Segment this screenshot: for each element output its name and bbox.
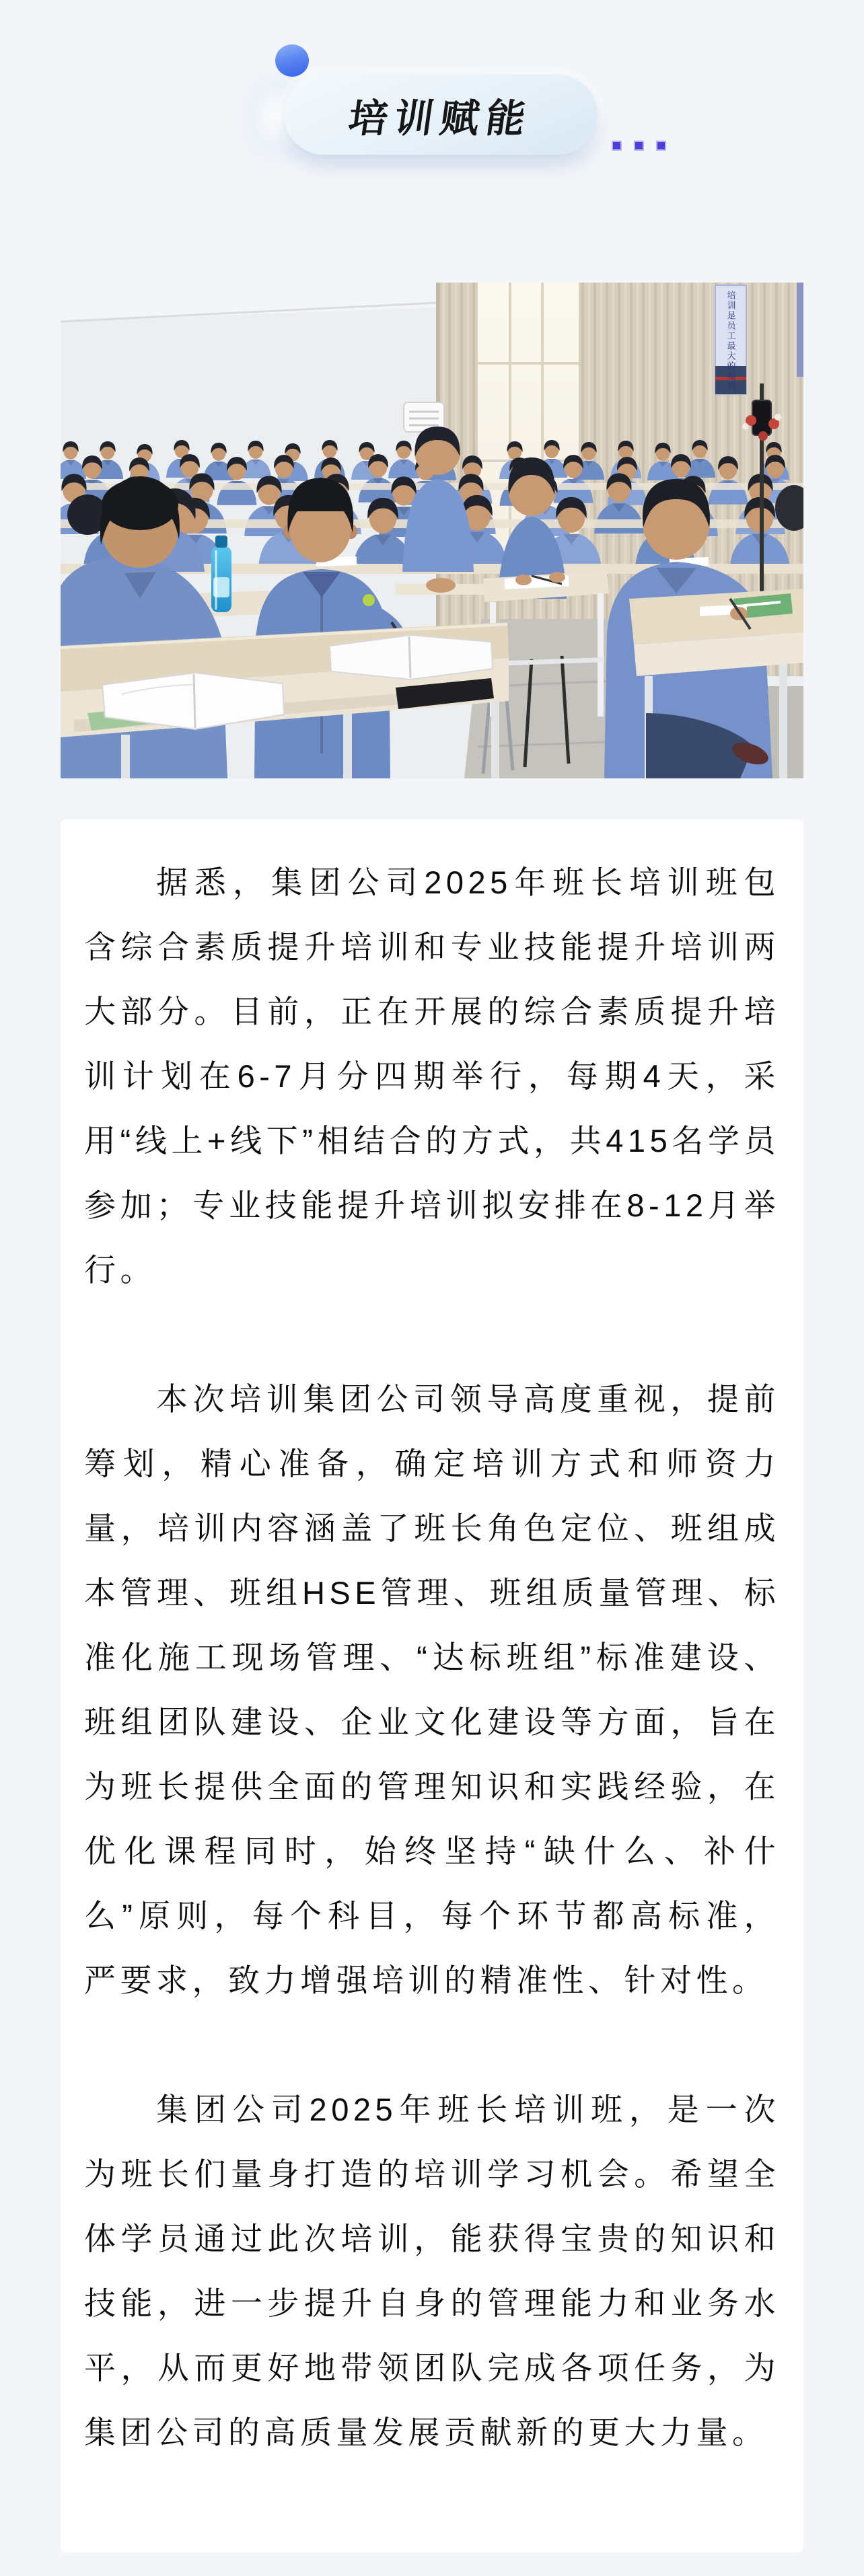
blue-dot-decoration bbox=[275, 44, 309, 77]
article-paragraph-3: 集团公司2025年班长培训班，是一次为班长们量身打造的培训学习机会。希望全体学员通过此次培训，能获得宝贵的知识和技能，进一步提升自身的管理能力和业务水平，从而更好地带领团队完成各项任务，为集团公司的高质量发展贡献新的更大力量。 bbox=[84, 2092, 780, 2450]
article-card bbox=[61, 819, 803, 2552]
banner-text: 培训是员工最大的福利 bbox=[725, 291, 736, 392]
article-paragraph-2: 本次培训集团公司领导高度重视，提前筹划，精心准备，确定培训方式和师资力量，培训内容涵盖了班长角色定位、班组成本管理、班组HSE管理、班组质量管理、标准化施工现场管理、“达标班组”标准建设、班组团队建设、企业文化建设等方面，旨在为班长提供全面的管理知识和实践经验，在优化课程同时，始终坚持“缺什么、补什么”原则，每个科目，每个环节都高标准，严要求，致力增强培训的精准性、针对性。 bbox=[84, 1381, 780, 1998]
classroom-training-photo bbox=[61, 283, 803, 778]
section-title: 培训赋能 bbox=[345, 96, 535, 141]
header bbox=[0, 0, 864, 283]
article-paragraph-1: 据悉，集团公司2025年班长培训班包含综合素质提升培训和专业技能提升培训两大部分。目前，正在开展的综合素质提升培训计划在6-7月分四期举行，每期4天，采用“线上+线下”相结合的方式，共415名学员参加；专业技能提升培训拟安排在8-12月举行。 bbox=[84, 864, 780, 1288]
ellipsis-dots-decoration bbox=[613, 142, 665, 149]
photo-banner-2 bbox=[797, 283, 803, 377]
section-title-badge bbox=[284, 75, 598, 155]
classroom-photo-illustration bbox=[61, 283, 803, 778]
